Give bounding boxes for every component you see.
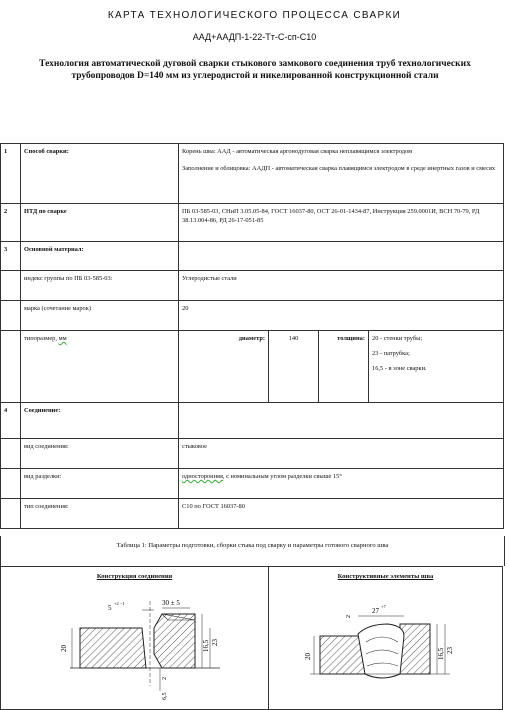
dim-6-5: 6,5 [162, 692, 168, 700]
row-joint-kind [1, 439, 504, 469]
weld-elements-drawing [300, 596, 470, 706]
row-label: Основной материал: [21, 242, 179, 271]
row-number: 1 [1, 144, 21, 204]
row-group-index [1, 271, 504, 301]
row-value: С10 по ГОСТ 16037-80 [179, 499, 504, 529]
row-label: марка (сочетание марок) [21, 301, 179, 331]
row-number [1, 271, 21, 301]
row-ntd [1, 204, 504, 242]
thickness-wall: 20 - стенки трубы; [372, 335, 423, 342]
dim-20: 20 [304, 653, 312, 660]
row-value [179, 469, 504, 499]
thickness-nozzle: 23 - патрубка; [372, 350, 410, 357]
row-number [1, 301, 21, 331]
row-label: Способ сварки: [21, 144, 179, 204]
row-label: НТД по сварке [21, 204, 179, 242]
thickness-weld-zone: 16,5 - в зоне сварки. [372, 365, 427, 372]
row-steel-grade [1, 301, 504, 331]
thickness-label: толщина: [319, 331, 369, 403]
row-label: тип соединения: [21, 499, 179, 529]
dim-23: 23 [211, 639, 219, 646]
root-pass-text: Корень шва: ААД - автоматическая аргонодуговая сварка неплавящимся электродом [182, 148, 413, 155]
row-label [21, 331, 179, 403]
groove-desc: , с номинальным углом разделки свыше 15° [222, 473, 342, 480]
row-size [1, 331, 504, 403]
dim-27: 27 [372, 607, 379, 615]
dim-angle: 30 ± 5 [162, 599, 180, 607]
diameter-label: диаметр: [179, 331, 269, 403]
row-joint-type [1, 499, 504, 529]
row-base-material [1, 242, 504, 271]
row-number [1, 439, 21, 469]
dim-wall-20: 20 [60, 645, 68, 652]
process-description: Технология автоматической дуговой сварки стыкового замкового соединения труб технологических трубопроводов D=140 мм из углеродистой и никелированной конструкционной стали [39, 59, 471, 81]
dim-23: 23 [446, 647, 454, 654]
row-label: вид соединения: [21, 439, 179, 469]
row-number [1, 469, 21, 499]
row-welding-method [1, 144, 504, 204]
dim-16-5: 16,5 [437, 647, 445, 660]
process-table [0, 143, 504, 529]
row-number: 2 [1, 204, 21, 242]
dim-2: 2 [346, 615, 352, 618]
table-caption: Таблица 1: Параметры подготовки, сборки стыка под сварку и параметры готового сварного шва [0, 536, 505, 566]
dim-gap-tolerance: +2 −1 [114, 601, 125, 606]
dim-16-5: 16,5 [202, 639, 210, 652]
row-number: 3 [1, 242, 21, 271]
row-value: ПБ 03-585-03, СНиП 3.05.05-84, ГОСТ 16037-80, ОСТ 26-01-1434-87, Инструкция 259.0001И, ВСН 70-79, РД 38.13.004-86, РД 26-17-051-85 [179, 204, 504, 242]
row-joint [1, 403, 504, 439]
row-value: Углеродистые стали [179, 271, 504, 301]
joint-design-drawing [50, 596, 250, 706]
row-value: 20 [179, 301, 504, 331]
thickness-values [369, 331, 504, 403]
diameter-value: 140 [269, 331, 319, 403]
row-number [1, 499, 21, 529]
groove-one-sided: односторонняя [182, 473, 223, 480]
row-label: вид разделки: [21, 469, 179, 499]
joint-design-title: Конструкция соединения [96, 573, 173, 580]
row-groove-kind [1, 469, 504, 499]
dim-gap: 5 [108, 604, 112, 612]
size-unit: мм [58, 335, 67, 342]
row-label: индекс группы по ПБ 03-585-03: [21, 271, 179, 301]
row-value [179, 403, 504, 439]
row-value [179, 242, 504, 271]
row-value: стыковое [179, 439, 504, 469]
row-value [179, 144, 504, 204]
row-number: 4 [1, 403, 21, 439]
row-number [1, 331, 21, 403]
card-code: ААД+ААДП-1-22-Тт-С-сп-С10 [192, 32, 317, 42]
size-label: типоразмер, [24, 335, 59, 342]
card-title: КАРТА ТЕХНОЛОГИЧЕСКОГО ПРОЦЕССА СВАРКИ [107, 10, 402, 21]
dim-27-tolerance: +7 [381, 604, 386, 609]
fill-cap-text: Заполнение и облицовка: ААДП - автоматическая сварка плавящимся электродом в среде инертных газов и смесях [182, 165, 496, 172]
dim-2: 2 [162, 677, 168, 680]
weld-elements-title: Конструктивные элементы шва [337, 573, 434, 580]
row-label: Соединение: [21, 403, 179, 439]
